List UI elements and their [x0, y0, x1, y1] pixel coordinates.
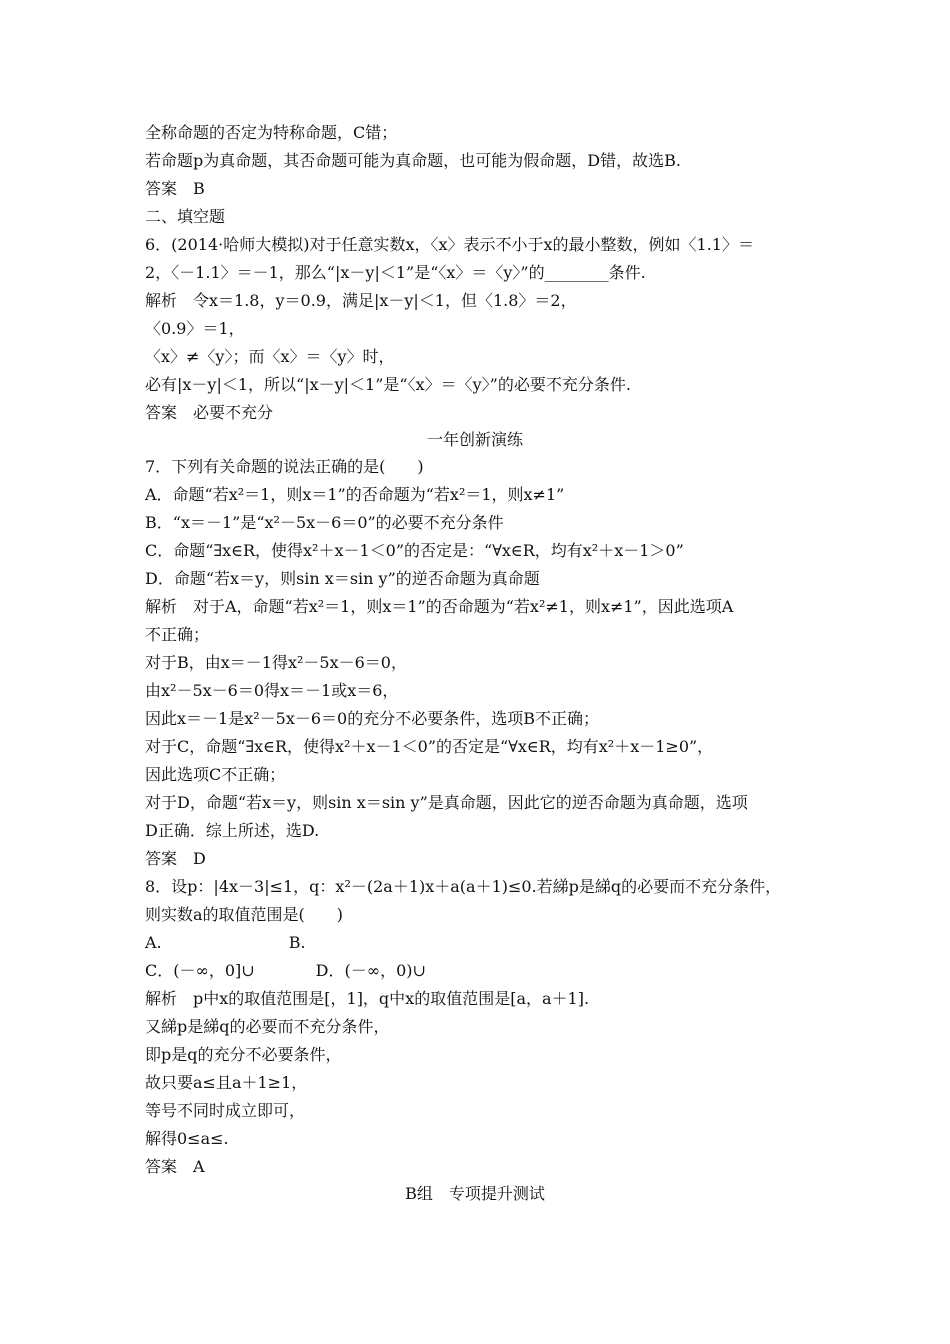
text-line: 2，〈－1.1〉＝－1，那么“|x－y|＜1”是“〈x〉＝〈y〉”的________条件.: [145, 263, 646, 282]
question-6: 6．(2014·哈师大模拟)对于任意实数x，〈x〉表示不小于x的最小整数，例如〈1.1〉＝: [145, 235, 754, 254]
text-line: 对于C，命题“∃x∈R，使得x²＋x－1＜0”的否定是“∀x∈R，均有x²＋x－1≥0”，: [145, 737, 714, 756]
option-b: B．“x＝－1”是“x²－5x－6＝0”的必要不充分条件: [145, 513, 504, 532]
question-8: 8．设p：|4x－3|≤1，q：x²－(2a＋1)x＋a(a＋1)≤0.若綈p是綈q的必要而不充分条件，: [145, 877, 782, 896]
solution-line: 解析 p中x的取值范围是[，1]，q中x的取值范围是[a，a＋1].: [145, 989, 590, 1008]
text-line: 由x²－5x－6＝0得x＝－1或x＝6，: [145, 681, 399, 700]
text-line: 对于D，命题“若x＝y，则sin x＝sin y”是真命题，因此它的逆否命题为真命题，选项: [145, 793, 748, 812]
option-d: D．命题“若x＝y，则sin x＝sin y”的逆否命题为真命题: [145, 569, 540, 588]
answer-line: 答案 B: [145, 179, 205, 198]
answer-line: 答案 D: [145, 849, 206, 868]
answer-line: 答案 A: [145, 1157, 205, 1176]
text-line: 故只要a≤且a＋1≥1，: [145, 1073, 308, 1092]
text-line: 对于B，由x＝－1得x²－5x－6＝0，: [145, 653, 407, 672]
answer-line: 答案 必要不充分: [145, 403, 274, 422]
text-line: 因此x＝－1是x²－5x－6＝0的充分不必要条件，选项B不正确；: [145, 709, 599, 728]
solution-line: 解析 令x＝1.8，y＝0.9，满足|x－y|＜1，但〈1.8〉＝2，: [145, 291, 577, 310]
text-line: 全称命题的否定为特称命题，C错；: [145, 123, 398, 142]
text-line: 因此选项C不正确；: [145, 765, 286, 784]
text-line: 则实数a的取值范围是( ): [145, 905, 344, 924]
option-c: C．命题“∃x∈R，使得x²＋x－1＜0”的否定是：“∀x∈R，均有x²＋x－1＞0”: [145, 541, 684, 560]
solution-line: 解析 对于A，命题“若x²＝1，则x＝1”的否命题为“若x²≠1，则x≠1”，因此选项A: [145, 597, 734, 616]
section-heading: 二、填空题: [145, 207, 226, 226]
options-cd: C．(－∞，0]∪ D．(－∞，0)∪: [145, 961, 426, 980]
text-line: D正确．综上所述，选D.: [145, 821, 320, 840]
text-line: 〈0.9〉＝1，: [145, 319, 245, 338]
text-line: 不正确；: [145, 625, 210, 644]
question-7: 7．下列有关命题的说法正确的是( ): [145, 457, 424, 476]
text-line: 必有|x－y|＜1，所以“|x－y|＜1”是“〈x〉＝〈y〉”的必要不充分条件.: [145, 375, 631, 394]
text-line: 若命题p为真命题，其否命题可能为真命题，也可能为假命题，D错，故选B.: [145, 151, 681, 170]
section-title: B组 专项提升测试: [405, 1184, 545, 1203]
section-title: 一年创新演练: [426, 430, 523, 449]
text-line: 等号不同时成立即可，: [145, 1101, 306, 1120]
text-line: 又綈p是綈q的必要而不充分条件，: [145, 1017, 390, 1036]
text-line: 即p是q的充分不必要条件，: [145, 1045, 342, 1064]
text-line: 解得0≤a≤.: [145, 1129, 229, 1148]
text-line: 〈x〉≠〈y〉；而〈x〉＝〈y〉时，: [145, 347, 395, 366]
options-ab: A. B.: [145, 933, 306, 952]
option-a: A．命题“若x²＝1，则x＝1”的否命题为“若x²＝1，则x≠1”: [145, 485, 565, 504]
